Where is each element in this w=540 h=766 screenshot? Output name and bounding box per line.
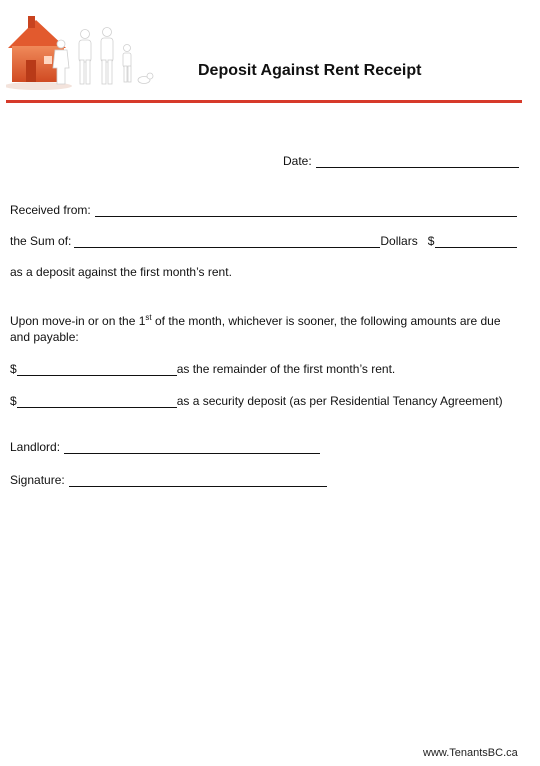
remainder-amount-field[interactable]	[17, 363, 177, 376]
received-from-field[interactable]	[95, 204, 517, 217]
dollars-label: Dollars	[380, 234, 418, 248]
sum-label: the Sum of:	[10, 234, 72, 248]
sum-row	[10, 232, 517, 248]
signature-label: Signature:	[10, 473, 65, 487]
security-text: as a security deposit (as per Residential Tenancy Agreement)	[176, 394, 503, 408]
received-from-row	[10, 201, 517, 217]
dollar-sign: $	[10, 362, 17, 376]
dollar-sign: $	[427, 234, 435, 248]
movein-text-pre: Upon move-in or on the 1	[10, 314, 146, 328]
remainder-row	[10, 360, 395, 376]
movein-text-line2: and payable:	[10, 330, 79, 344]
date-row	[283, 152, 519, 168]
landlord-row	[10, 438, 320, 454]
landlord-label: Landlord:	[10, 440, 61, 454]
sum-words-field[interactable]	[74, 235, 380, 248]
dollar-sign: $	[10, 394, 17, 408]
house-family-icon	[6, 12, 156, 94]
movein-text-post: of the month, whichever is sooner, the following amounts are due	[151, 314, 501, 328]
signature-row	[10, 471, 327, 487]
deposit-text: as a deposit against the first month’s rent.	[10, 265, 232, 279]
landlord-field[interactable]	[64, 441, 320, 454]
security-row	[10, 392, 503, 408]
security-amount-field[interactable]	[17, 395, 177, 408]
received-from-label: Received from:	[10, 203, 91, 217]
footer-website[interactable]: www.TenantsBC.ca	[423, 747, 518, 759]
remainder-text: as the remainder of the first month’s rent.	[176, 362, 396, 376]
movein-sup: st	[145, 313, 152, 322]
sum-amount-field[interactable]	[435, 235, 517, 248]
header-divider	[6, 100, 522, 103]
date-field[interactable]	[316, 155, 519, 168]
date-label: Date:	[283, 154, 312, 168]
movein-text	[10, 314, 501, 328]
page-title: Deposit Against Rent Receipt	[198, 62, 422, 79]
signature-field[interactable]	[69, 474, 327, 487]
